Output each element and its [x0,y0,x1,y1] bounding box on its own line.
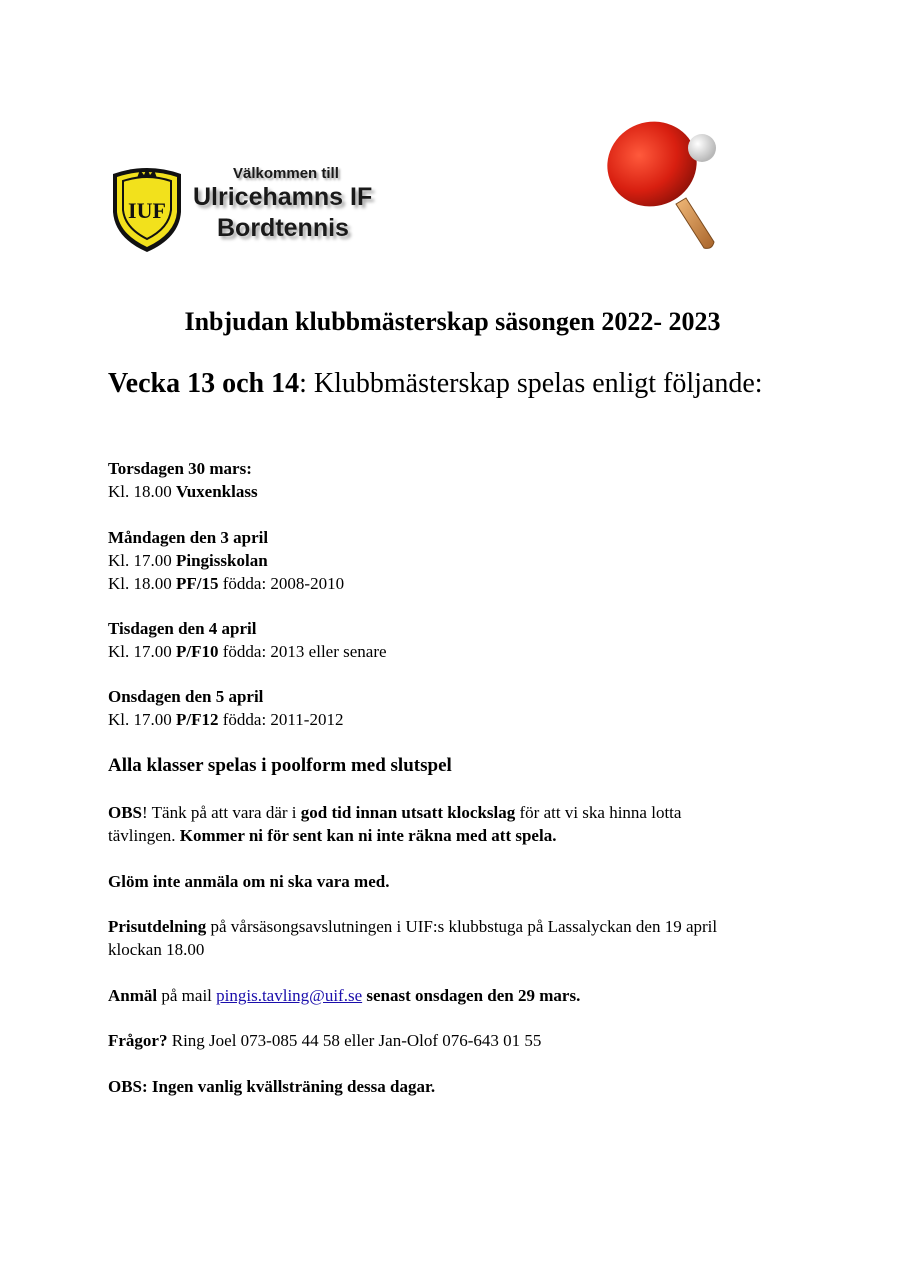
club-name: Ulricehamns IF [193,183,373,211]
questions: Frågor? Ring Joel 073-085 44 58 eller Jan-Olof 076-643 01 55 [108,1031,542,1050]
schedule-entry: Kl. 18.00 Vuxenklass [108,482,258,501]
schedule-day: Onsdagen den 5 april [108,687,264,706]
email-link[interactable]: pingis.tavling@uif.se [216,986,363,1005]
obs-no-training: OBS: Ingen vanlig kvällsträning dessa dagar. [108,1077,436,1096]
svg-text:IUF: IUF [128,198,166,223]
schedule-entry: Kl. 18.00 PF/15 födda: 2008-2010 [108,574,345,593]
page-title: Inbjudan klubbmästerskap säsongen 2022- 2023 [184,307,721,336]
schedule-day: Tisdagen den 4 april [108,619,257,638]
schedule-day: Torsdagen 30 mars: [108,459,252,478]
reminder: Glöm inte anmäla om ni ska vara med. [108,872,390,891]
welcome-text: Välkommen till [233,165,339,182]
ball-icon [688,134,716,162]
schedule-entry: Kl. 17.00 Pingisskolan [108,551,268,570]
prize-line1: Prisutdelning på vårsäsongsavslutningen i UIF:s klubbstuga på Lassalyckan den 19 april [108,917,718,936]
schedule-day: Måndagen den 3 april [108,528,269,547]
poolform-note: Alla klasser spelas i poolform med slutspel [108,755,452,776]
schedule-entry: Kl. 17.00 P/F12 födda: 2011-2012 [108,710,344,729]
schedule-entry: Kl. 17.00 P/F10 födda: 2013 eller senare [108,642,387,661]
obs-note-line1: OBS! Tänk på att vara där i god tid innan utsatt klockslag för att vi ska hinna lotta [108,803,682,822]
club-logo [107,160,187,254]
sport-name: Bordtennis [217,214,349,242]
signup: Anmäl på mail pingis.tavling@uif.se senast onsdagen den 29 mars. [108,986,581,1005]
subtitle: Vecka 13 och 14: Klubbmästerskap spelas enligt följande: [108,368,763,399]
prize-line2: klockan 18.00 [108,940,205,959]
ping-pong-paddle-icon [600,118,725,256]
obs-note-line2: tävlingen. Kommer ni för sent kan ni inte räkna med att spela. [108,826,557,845]
